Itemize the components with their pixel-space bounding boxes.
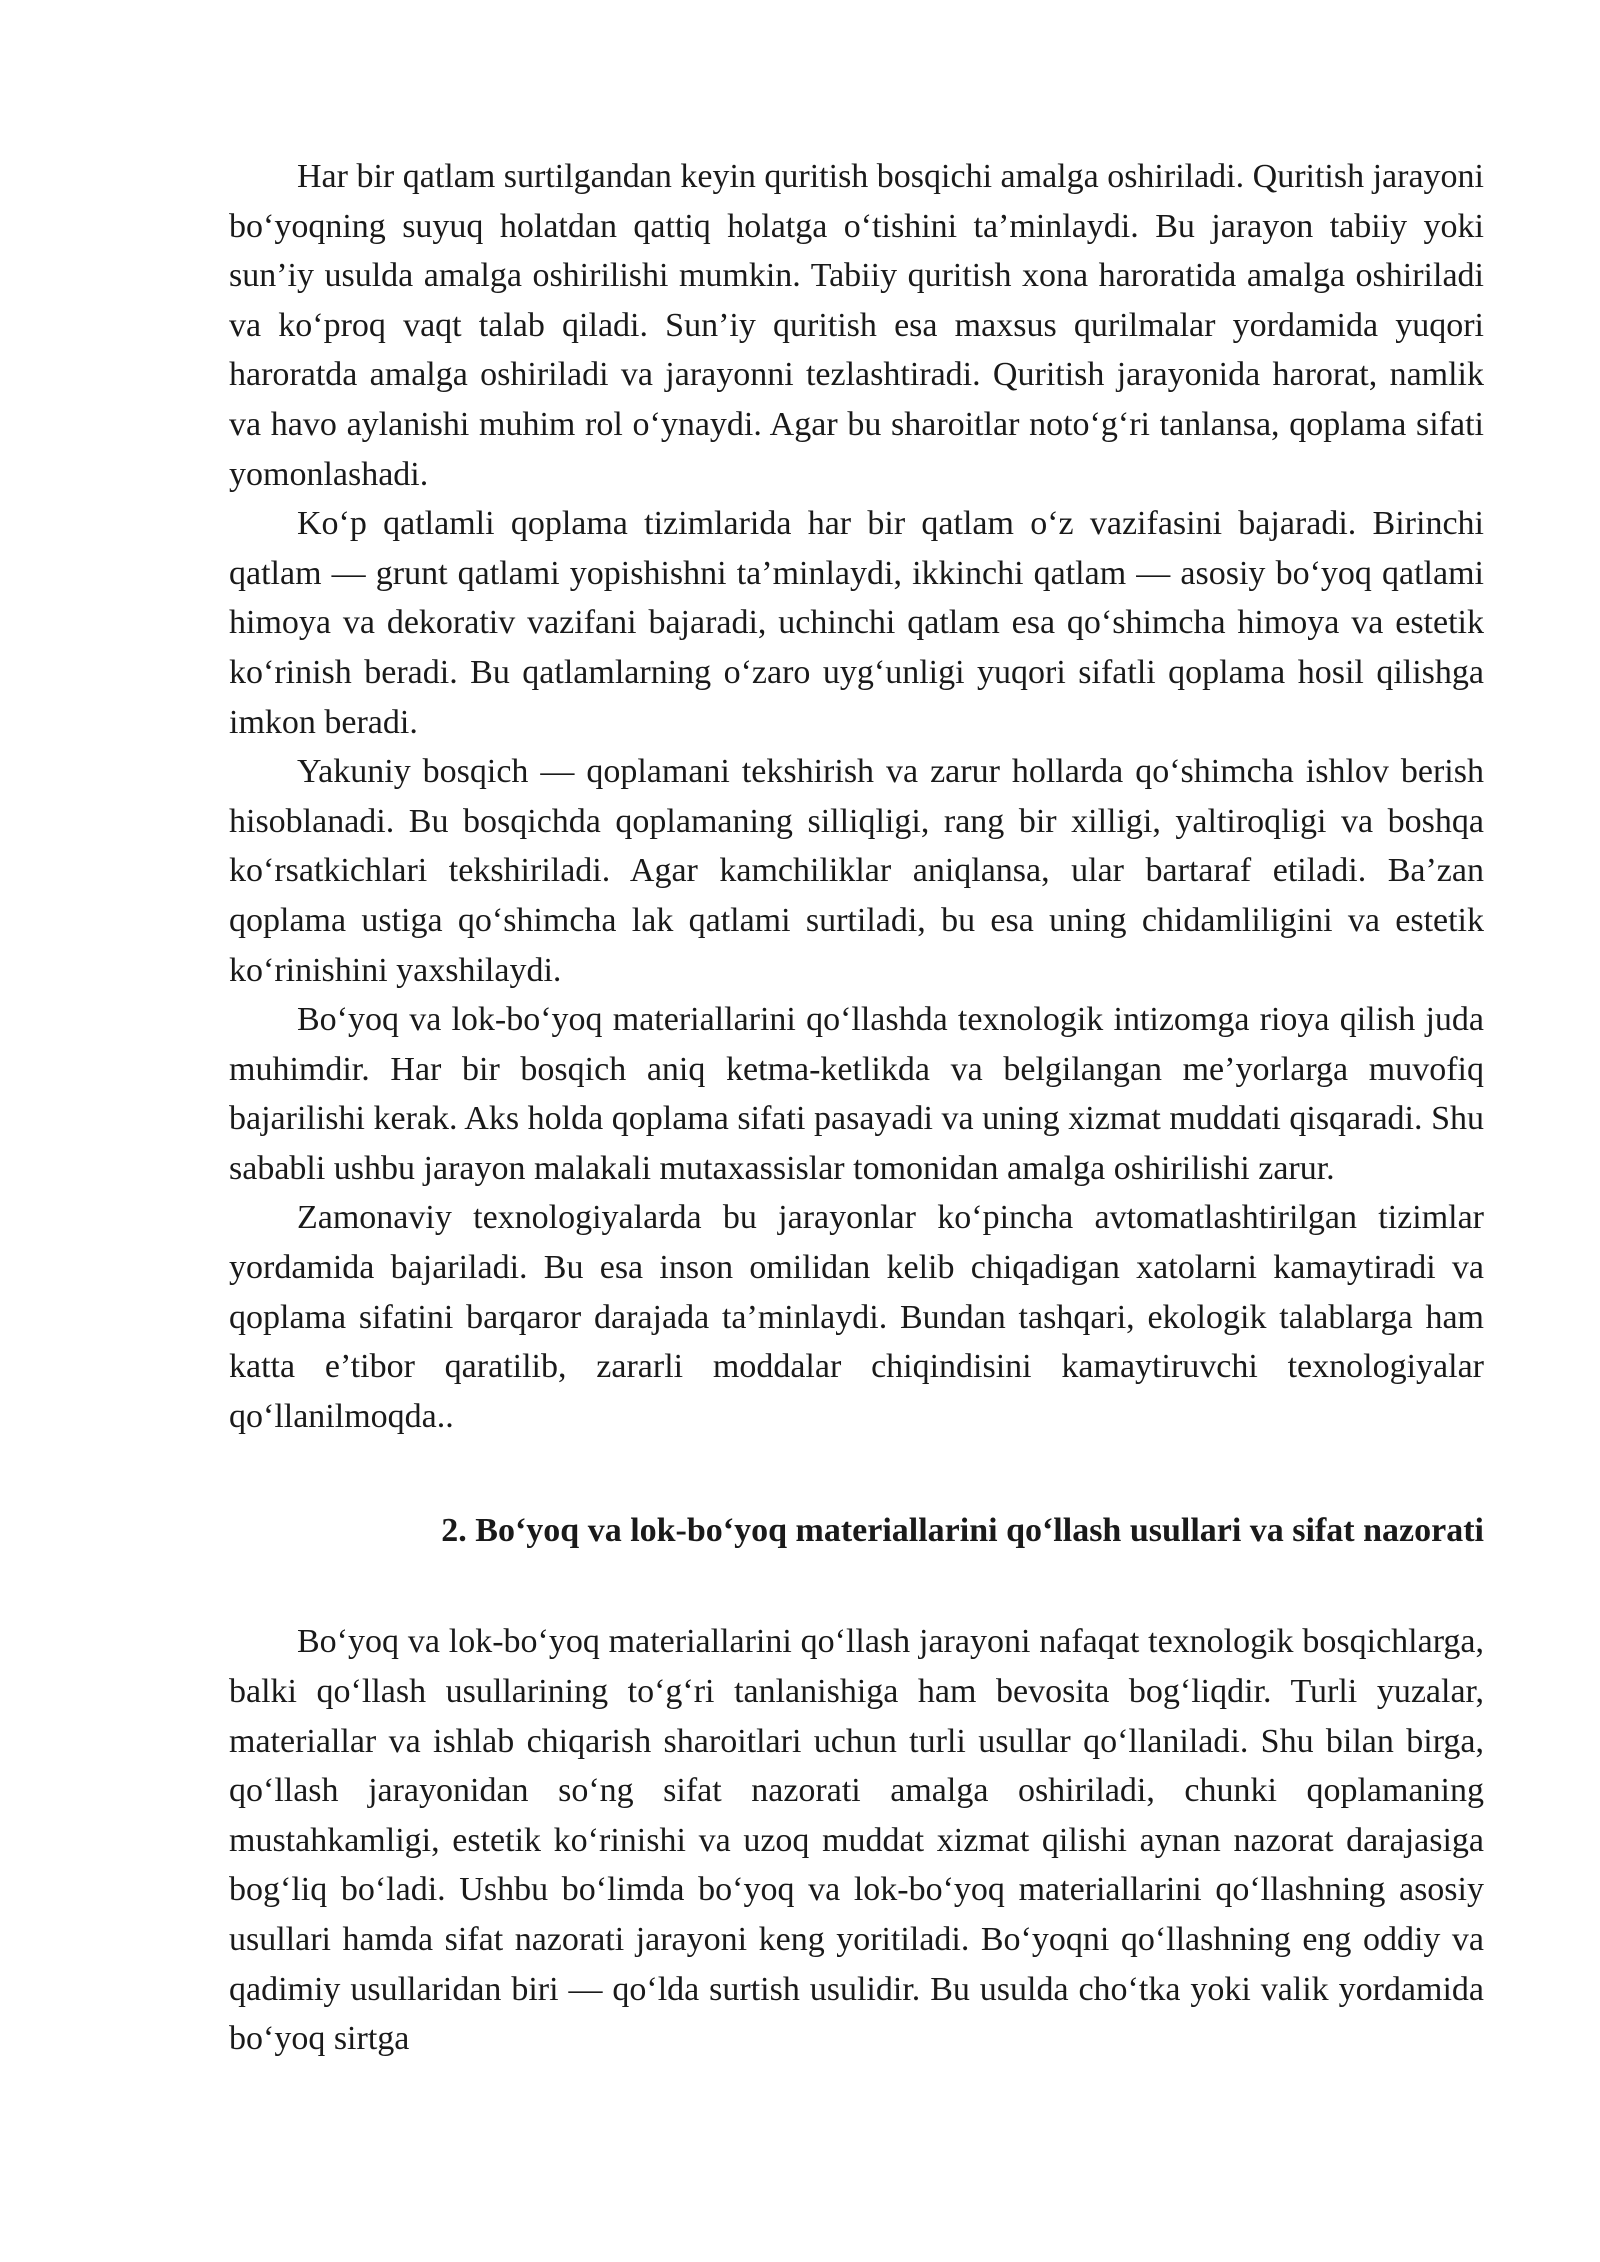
paragraph-application-methods: Bo‘yoq va lok-bo‘yoq materiallarini qo‘llash jarayoni nafaqat texnologik bosqichlarga, balki qo‘llash usullarining to‘g‘ri tanlanishiga ham bevosita bog‘liqdir. Turli yuzalar, materiallar va ishlab chiqarish sharoitlari uchun turli usullar qo‘llaniladi. Shu bilan birga, qo‘llash jarayonidan so‘ng sifat nazorati amalga oshiriladi, chunki qoplamaning mustahkamligi, estetik ko‘rinishi va uzoq muddat xizmat qilishi aynan nazorat darajasiga bog‘liq bo‘ladi. Ushbu bo‘limda bo‘yoq va lok-bo‘yoq materiallarini qo‘llashning asosiy usullari hamda sifat nazorati jarayoni keng yoritiladi. Bo‘yoqni qo‘llashning eng oddiy va qadimiy usullaridan biri — qo‘lda surtish usulidir. Bu usulda cho‘tka yoki valik yordamida bo‘yoq sirtga	[229, 1623, 1484, 2058]
paragraph-multilayer-systems: Ko‘p qatlamli qoplama tizimlarida har bir qatlam o‘z vazifasini bajaradi. Birinchi qatlam — grunt qatlami yopishishni ta’minlaydi, ikkinchi qatlam — asosiy bo‘yoq qatlami himoya va dekorativ vazifani bajaradi, uchinchi qatlam esa qo‘shimcha himoya va estetik ko‘rinish beradi. Bu qatlamlarning o‘zaro uyg‘unligi yuqori sifatli qoplama hosil qilishga imkon beradi.	[229, 505, 1484, 741]
section-heading: 2. Bo‘yoq va lok-bo‘yoq materiallarini qo‘llash usullari va sifat nazorati	[441, 1512, 1484, 1550]
paragraph-final-stage: Yakuniy bosqich — qoplamani tekshirish va zarur hollarda qo‘shimcha ishlov berish hisoblanadi. Bu bosqichda qoplamaning silliqligi, rang bir xilligi, yaltiroqligi va boshqa ko‘rsatkichlari tekshiriladi. Agar kamchiliklar aniqlansa, ular bartaraf etiladi. Ba’zan qoplama ustiga qo‘shimcha lak qatlami surtiladi, bu esa uning chidamliligini va estetik ko‘rinishini yaxshilaydi.	[229, 753, 1484, 989]
paragraph-drying-stage: Har bir qatlam surtilgandan keyin quritish bosqichi amalga oshiriladi. Quritish jarayoni bo‘yoqning suyuq holatdan qattiq holatga o‘tishini ta’minlaydi. Bu jarayon tabiiy yoki sun’iy usulda amalga oshirilishi mumkin. Tabiiy quritish xona haroratida amalga oshiriladi va ko‘proq vaqt talab qiladi. Sun’iy quritish esa maxsus qurilmalar yordamida yuqori haroratda amalga oshiriladi va jarayonni tezlashtiradi. Quritish jarayonida harorat, namlik va havo aylanishi muhim rol o‘ynaydi. Agar bu sharoitlar noto‘g‘ri tanlansa, qoplama sifati yomonlashadi.	[229, 158, 1484, 493]
document-page	[229, 152, 1484, 2064]
paragraph-modern-technologies: Zamonaviy texnologiyalarda bu jarayonlar ko‘pincha avtomatlashtirilgan tizimlar yordamida bajariladi. Bu esa inson omilidan kelib chiqadigan xatolarni kamaytiradi va qoplama sifatini barqaror darajada ta’minlaydi. Bundan tashqari, ekologik talablarga ham katta e’tibor qaratilib, zararli moddalar chiqindisini kamaytiruvchi texnologiyalar qo‘llanilmoqda..	[229, 1199, 1484, 1435]
paragraph-technological-discipline: Bo‘yoq va lok-bo‘yoq materiallarini qo‘llashda texnologik intizomga rioya qilish juda muhimdir. Har bir bosqich aniq ketma-ketlikda va belgilangan me’yorlarga muvofiq bajarilishi kerak. Aks holda qoplama sifati pasayadi va uning xizmat muddati qisqaradi. Shu sababli ushbu jarayon malakali mutaxassislar tomonidan amalga oshirilishi zarur.	[229, 1001, 1484, 1187]
